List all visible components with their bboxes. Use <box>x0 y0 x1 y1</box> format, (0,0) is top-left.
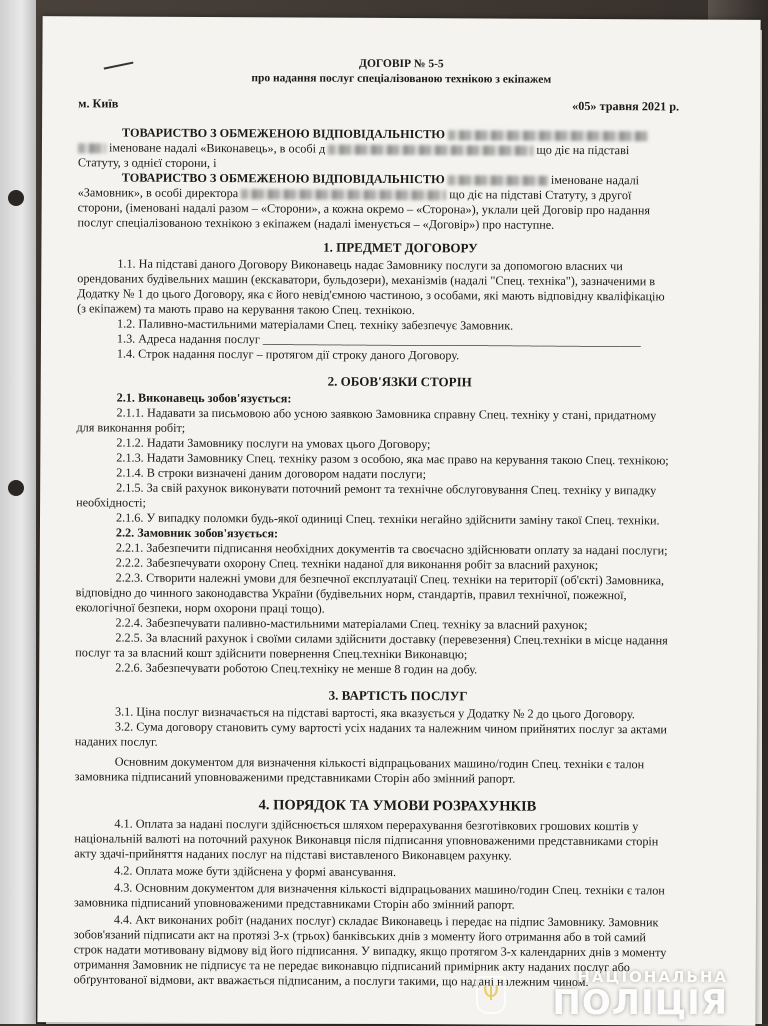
text-line: 3.2. Сума договору становить суму вартості усіх наданих та належним чином прийнятих послуг за актами <box>114 719 667 737</box>
text-line: акту здачі-прийняття наданих послуг на підставі виставленого Виконавцем рахунку. <box>74 846 512 863</box>
punch-hole <box>8 190 24 206</box>
watermark-line2: ПОЛІЦІЯ <box>552 983 728 1023</box>
text-line: наданих послуг. <box>74 734 158 749</box>
text-line: (з екіпажем) та мають право на керування такою Спец. технікою. <box>77 301 415 318</box>
text-line: 2.1.1. Надавати за письмовою або усною заявкою Замовника справну Спец. техніку у стані, придатному <box>116 405 657 423</box>
text-line: 2.1.2. Надати Замовнику послуги на умовах цього Договору; <box>116 435 431 452</box>
redacted-text <box>241 189 446 200</box>
text-line: 2.1.5. За свій рахунок виконувати поточний ремонт та технічне обслуговування Спец. техніку у випадку <box>116 480 657 498</box>
watermark <box>552 968 728 1023</box>
text-line: обґрунтованої відмови, акт вважається підписаним, а послуги такими, що надані належним чином. <box>73 972 589 989</box>
intro-line: ТОВАРИСТВО З ОБМЕЖЕНОЮ ВІДПОВІДАЛЬНІСТЮ іменоване надалі <box>121 170 640 188</box>
text-line: 2.1.6. У випадку поломки будь-якої одиниці Спец. техніки негайно здійснити заміну такої Спец. техніки. <box>115 510 660 528</box>
doc-title: ДОГОВІР № 5-5 <box>359 57 444 71</box>
text-line: замовника підписаний уповноваженими представниками Сторін або змінний рапорт. <box>73 895 515 912</box>
intro-line: послуг спеціалізованою технікою з екіпажем (надалі іменується – «Договір») про наступне. <box>77 215 555 232</box>
doc-city: м. Київ <box>78 96 119 111</box>
text-line: строк надати мотивовану відмову від його підписання. У випадку, якщо протягом 3-х календарних днів з моменту <box>73 942 667 960</box>
text-line: Додатку № 1 до цього Договору, яка є його невід'ємною частиною, з особами, які мають відповідну кваліфікацію <box>77 286 665 304</box>
text-line: екологічної безпеки, норм охорони праці тощо). <box>75 600 325 616</box>
doc-subtitle: про надання послуг спеціалізованою технікою з екіпажем <box>251 72 552 86</box>
text-line: 1.3. Адреса надання послуг ______________________________________________________________ <box>116 331 641 349</box>
text-line: 2.1.3. Надати Замовнику Спец. техніку разом з особою, яка має право на керування такою Спец. технікою; <box>116 450 669 468</box>
text-line: орендованих будівельних машин (екскаватори, бульдозери), механізмів (надалі "Спец. техніка"), зазначеними в <box>77 271 656 289</box>
police-emblem-icon <box>476 976 506 1014</box>
text-line: для виконання робіт; <box>76 420 186 435</box>
text-line: замовника підписаний уповноваженими представниками Сторін або змінний рапорт. <box>74 769 516 786</box>
text-line: 2.2.5. За власний рахунок і своїми силами здійснити доставку (перевезення) Спец.техніки в місце надання <box>115 630 668 648</box>
text-line: зобов'язаний підписати акт на протязі 3-х (трьох) банківських днів з моменту його отримання або в той самий <box>73 927 646 945</box>
intro-line: іменоване надалі «Виконавець», в особі д що діє на підставі <box>78 140 629 157</box>
text-line: 1.2. Паливно-мастильними матеріалами Спец. техніку забезпечує Замовник. <box>116 316 514 333</box>
section-heading: 1. ПРЕДМЕТ ДОГОВОРУ <box>323 239 478 256</box>
text-line: 4.1. Оплата за надані послуги здійснюється шляхом перерахування безготівкових грошових коштів у <box>114 816 639 834</box>
text-line: 4.4. Акт виконаних робіт (наданих послуг) складає Виконавець і передає на підпис Замовнику. Замовник <box>113 912 659 930</box>
text-line: 2.2.1. Забезпечити підписання необхідних документів та своєчасно здійснювати оплату за надані послуги; <box>115 540 668 558</box>
text-line: 2.2. Замовник зобов'язується: <box>115 525 279 541</box>
text-line: 1.1. На підставі даного Договору Виконавець надає Замовнику послуги за допомогою власних чи <box>117 256 623 274</box>
text-line: 2.2.6. Забезпечувати роботою Спец.техніку не менше 8 годин на добу. <box>115 660 478 677</box>
intro-line: Статуту, з однієї сторони, і <box>77 155 217 171</box>
text-line: 2.2.2. Забезпечувати охорону Спец. техніки наданої для виконання робіт за власний рахунок; <box>115 555 599 573</box>
doc-date: «05» травня 2021 р. <box>572 98 680 114</box>
text-line: національній валюті на поточний рахунок Виконавця після підписання уповноваженими представниками сторін <box>74 831 659 849</box>
intro-line: ТОВАРИСТВО З ОБМЕЖЕНОЮ ВІДПОВІДАЛЬНІСТЮ <box>122 126 648 143</box>
text-line: 1.4. Строк надання послуг – протягом дії строку даного Договору. <box>116 346 460 363</box>
text-line: Основним документом для визначення кількості відпрацьованих машино/годин Спец. техніки є талон <box>114 754 645 772</box>
redacted-text <box>448 175 548 186</box>
section-heading: 4. ПОРЯДОК ТА УМОВИ РОЗРАХУНКІВ <box>258 797 537 815</box>
text-line: 4.2. Оплата може бути здійснена у формі авансування. <box>114 863 397 879</box>
section-heading: 2. ОБОВ'ЯЗКИ СТОРІН <box>327 373 472 390</box>
text-line: 2.1.4. В строки визначені даним договором надати послуги; <box>116 465 427 482</box>
contract-page <box>37 16 760 1026</box>
text-line: 2.1. Виконавець зобов'язується: <box>116 390 292 406</box>
intro-line: сторони, (іменовані надалі разом – «Сторони», а кожна окремо – «Сторона»), уклали цей Договір про надання <box>77 200 651 218</box>
text-line: послуг та за власний кошт здійснити повернення Спец.техніки Виконавцю; <box>75 645 468 662</box>
text-line: відповідно до чинного законодавства України (будівельних норм, стандартів, правил технічної, пожежної, <box>75 585 627 603</box>
text-line: 3.1. Ціна послуг визначається на підставі вартості, яка вказується у Додатку № 2 до цього Договору. <box>114 704 635 722</box>
text-line: необхідності; <box>76 495 147 510</box>
watermark-line1: НАЦІОНАЛЬНА <box>577 968 728 986</box>
intro-line: «Замовник», в особі директора що діє на підставі Статуту, з другої <box>77 185 632 203</box>
plastic-sleeve <box>0 0 36 1024</box>
text-line: отримання Замовник не підписує та не передає виконавцю підписаний примірник акту наданих послуг або <box>73 957 630 975</box>
text-line: 4.3. Основним документом для визначення кількості відпрацьованих машино/годин Спец. техніки є талон <box>114 880 665 898</box>
redacted-text <box>328 145 533 156</box>
redacted-text <box>448 130 648 141</box>
punch-hole <box>8 480 24 496</box>
section-heading: 3. ВАРТІСТЬ ПОСЛУГ <box>328 687 468 704</box>
text-line: 2.2.3. Створити належні умови для безпечної експлуатації Спец. техніки на території (об'єкті) Замовника, <box>115 570 665 588</box>
text-line: 2.2.4. Забезпечувати паливно-мастильними матеріалами Спец. техніку за власний рахунок; <box>115 615 588 632</box>
redacted-text <box>78 144 106 154</box>
